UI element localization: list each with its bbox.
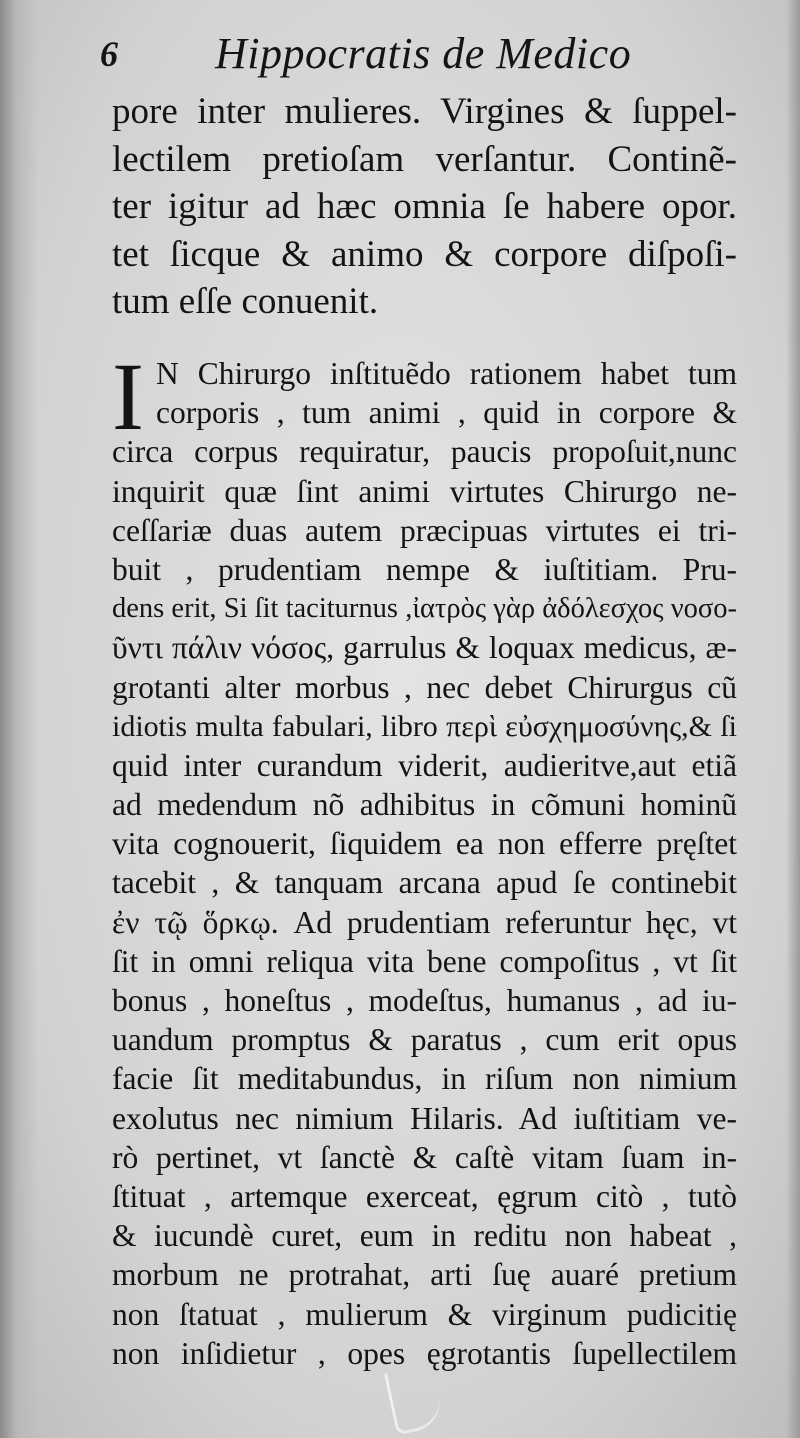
commentary-paragraph [112,343,737,1373]
text-line: circa corpus requiratur, paucis propoſuit,nunc [112,434,737,470]
text-line: ter igitur ad hæc omnia ſe habere opor. [112,186,737,227]
text-line: bonus , honeſtus , modeſtus, humanus , ad iu- [112,983,737,1018]
text-line: tacebit , & tanquam arcana apud ſe continebit [112,865,737,901]
text-line: & iucundè curet, eum in reditu non habeat , [112,1218,737,1254]
text-line: ſit in omni reliqua vita bene compoſitus , vt ſit [112,943,737,979]
text-line: ad medendum nõ adhibitus in cõmuni hominũ [112,787,737,823]
text-line: grotanti alter morbus , nec debet Chirurgus cũ [112,669,737,705]
page-gutter-shadow [0,0,38,1438]
text-line: non inſidietur , opes ęgrotantis ſupellectilem [112,1335,737,1371]
text-line: tum eſſe conuenit. [112,281,379,322]
text-line: quid inter curandum viderit, audieritve,aut etiã [112,747,737,783]
text-line: morbum ne protrahat, arti ſuę auaré pretium [112,1257,737,1293]
intro-paragraph [112,88,737,326]
text-line: ἐν τῷ ὅρκῳ. Ad prudentiam referuntur hęc, vt [112,904,737,940]
text-line: lectilem pretioſam verſantur. Continẽ- [112,138,737,180]
text-line: buit , prudentiam nempe & iuſtitiam. Pru- [112,551,737,587]
text-line: rò pertinet, vt ſanctè & caſtè vitam ſuam in- [112,1139,737,1175]
page-number: 6 [100,34,118,74]
text-line: dens erit, Si ſit taciturnus ,ἰατρὸς γὰρ ἀδόλεσχος νοσο- [112,593,737,625]
text-line: ῦντι πάλιν νόσος, garrulus & loquax medicus, æ- [112,630,737,666]
text-line: uandum promptus & paratus , cum erit opus [112,1022,737,1058]
text-line: corporis , tum animi , quid in corpore & [156,395,737,431]
text-line: N Chirurgo inſtituẽdo rationem habet tum [156,356,737,391]
text-line: ceſſariæ duas autem præcipuas virtutes ei tri- [112,512,737,548]
paper-smudge [384,1364,445,1436]
text-line: exolutus nec nimium Hilaris. Ad iuſtitiam ve- [112,1100,737,1136]
running-title: Hippocratis de Medico [215,29,632,78]
text-line: ſtituat , artemque exerceat, ęgrum citò , tutò [112,1178,737,1214]
drop-cap: I [112,343,144,450]
text-line: non ſtatuat , mulierum & virginum pudicitię [112,1296,737,1332]
text-line: idiotis multa fabulari, libro περὶ εὐσχημοσύνης,& ſi [112,709,737,743]
text-line: tet ſicque & animo & corpore diſpoſi- [112,233,737,275]
text-line: inquirit quæ ſint animi virtutes Chirurgo ne- [112,473,737,509]
text-line: pore inter mulieres. Virgines & ſuppel- [112,91,737,132]
page-edge-shadow [786,0,800,1438]
text-line: vita cognouerit, ſiquidem ea non efferre pręſtet [112,826,737,862]
text-line: facie ſit meditabundus, in riſum non nimium [112,1061,737,1097]
